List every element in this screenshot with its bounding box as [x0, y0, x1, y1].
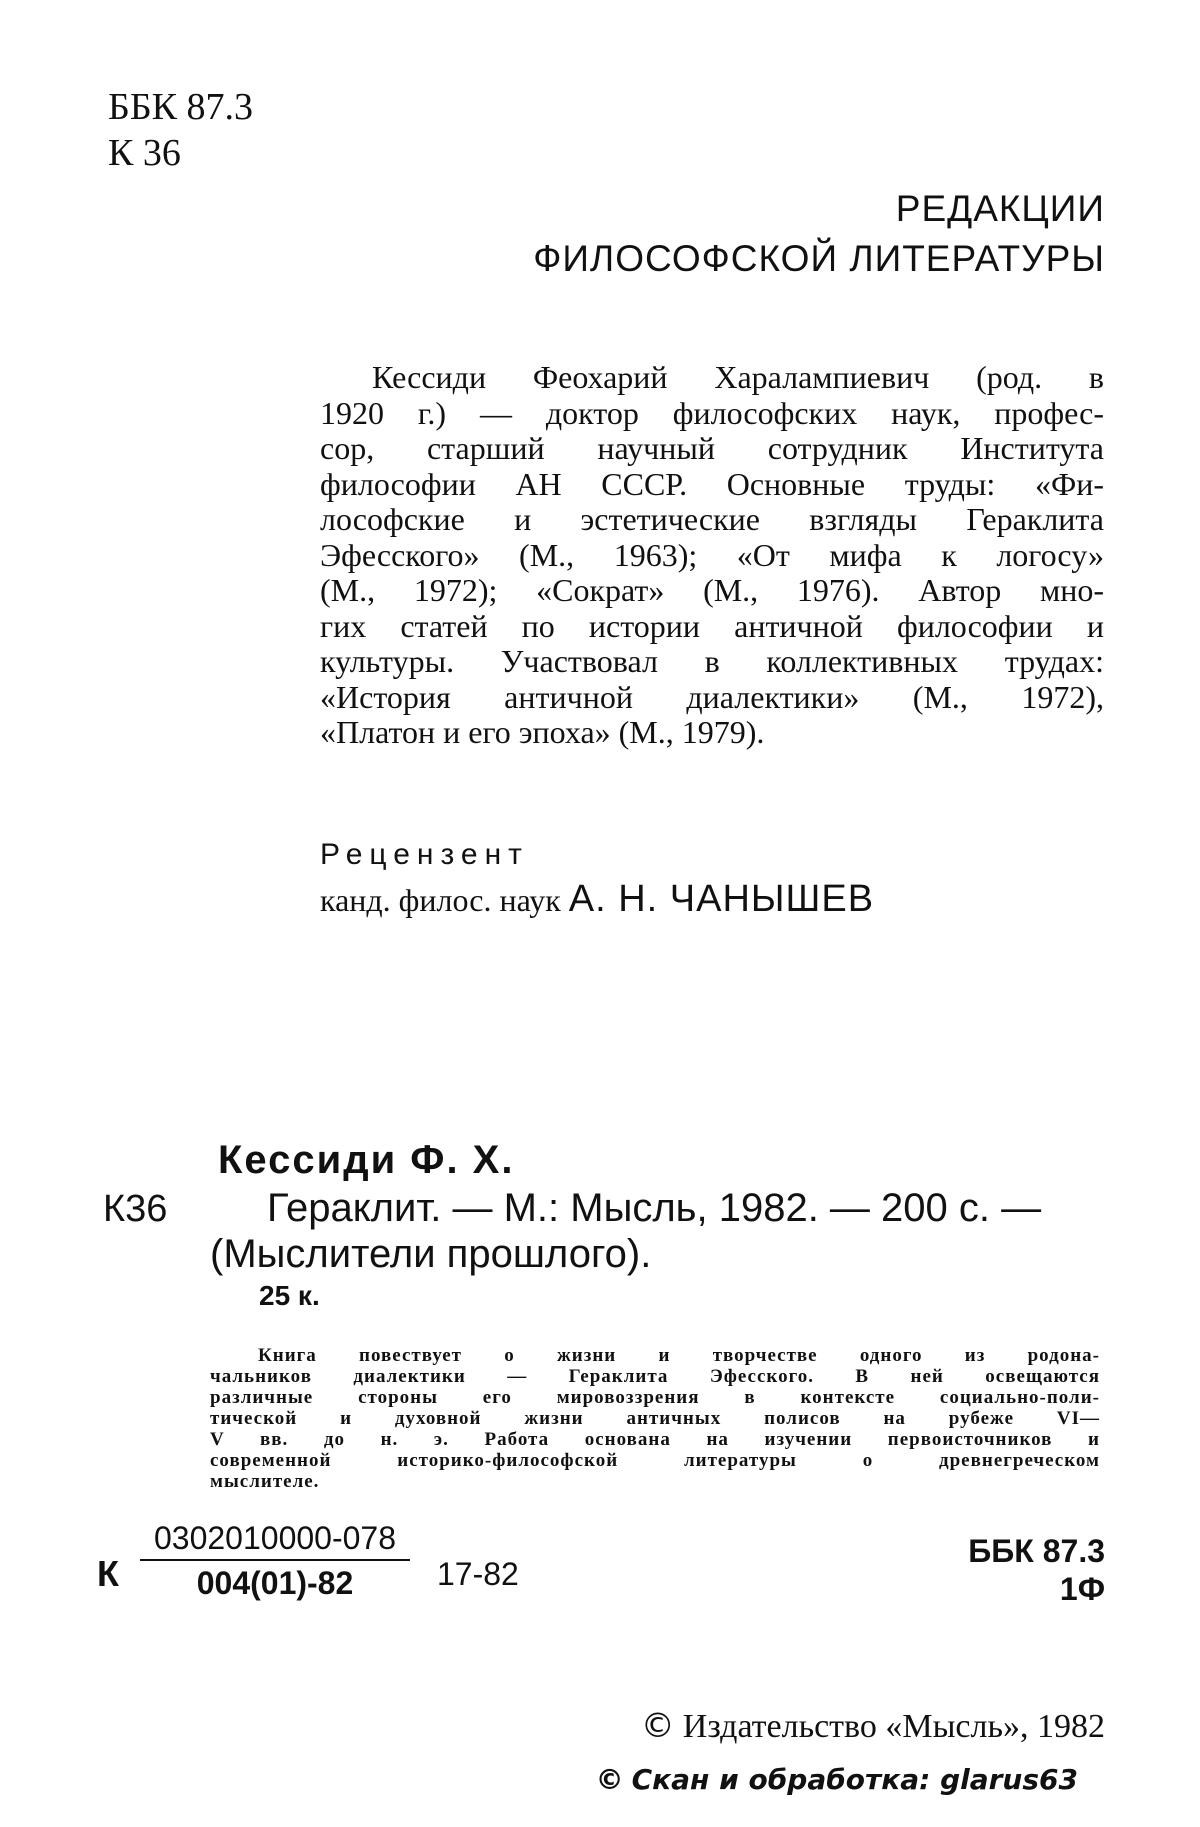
author-index: К 36	[108, 132, 181, 174]
annotation-line: современной историко-философской литературы о древнегреческом	[210, 1450, 1100, 1471]
annotation-line: V вв. до н. э. Работа основана на изучении первоисточников и	[210, 1429, 1100, 1450]
bio-line: философии АН СССР. Основные труды: «Фи-	[320, 465, 1104, 502]
catalog-author: Кессиди Ф. Х.	[218, 1138, 515, 1182]
bbk-header	[108, 84, 253, 176]
bio-line: культуры. Участвовал в коллективных трудах:	[320, 643, 1104, 679]
publisher-edition	[533, 184, 1105, 284]
annotation-line: тической и духовной жизни античных полисов на рубеже VI—	[210, 1408, 1100, 1429]
reviewer-name: А. Н. ЧАНЫШЕВ	[568, 878, 875, 920]
reviewer-degree: канд. филос. наук	[320, 882, 561, 918]
copyright-scan	[596, 1763, 1078, 1796]
bio-line: (М., 1972); «Сократ» (М., 1976). Автор мно-	[320, 572, 1104, 608]
bio-line: «История античной диалектики» (М., 1972),	[320, 678, 1104, 715]
bbk-footer-code: ББК 87.3	[968, 1533, 1105, 1569]
annotation-line: чальников диалектики — Гераклита Эфесского. В ней освещаются	[210, 1366, 1100, 1387]
catalog-series: (Мыслители прошлого).	[210, 1232, 652, 1276]
bbk-footer-sub: 1Ф	[1059, 1571, 1105, 1607]
copyright-publisher	[641, 1706, 1105, 1746]
code-denominator: 004(01)-82	[196, 1565, 354, 1601]
copyright-scan-text: Скан и обработка: glarus63	[631, 1763, 1078, 1796]
publication-code-fraction	[140, 1520, 410, 1602]
reviewer-label: Рецензент	[320, 838, 529, 871]
code-letter: К	[97, 1553, 119, 1594]
catalog-title: Гераклит. — М.: Мысль, 1982. — 200 с. —	[267, 1186, 1042, 1230]
bio-line: «Платон и его эпоха» (М., 1979).	[320, 714, 765, 750]
bbk-footer	[968, 1532, 1105, 1608]
annotation	[210, 1345, 1100, 1492]
reviewer	[320, 878, 874, 921]
bio-line: гих статей по истории античной философии и	[320, 607, 1104, 644]
bio-line: сор, старший научный сотрудник Института	[320, 430, 1104, 466]
copyright-icon: ©	[595, 1763, 624, 1796]
annotation-line: различные стороны его мировоззрения в контексте социально-поли-	[210, 1387, 1100, 1408]
bio-line: лософские и эстетические взгляды Гераклита	[320, 501, 1104, 537]
code-numerator: 0302010000-078	[140, 1520, 410, 1561]
bbk-code: ББК 87.3	[108, 86, 253, 128]
bio-line: 1920 г.) — доктор философских наук, профес-	[320, 394, 1104, 431]
annotation-line: Книга повествует о жизни и творчестве одного из родона-	[258, 1345, 1100, 1366]
catalog-index: К36	[103, 1188, 168, 1230]
author-bio	[320, 360, 1104, 751]
catalog-price: 25 к.	[259, 1280, 320, 1311]
order-number: 17-82	[437, 1556, 519, 1592]
publisher-line-1: РЕДАКЦИИ	[895, 188, 1105, 229]
publisher-line-2: ФИЛОСОФСКОЙ ЛИТЕРАТУРЫ	[533, 238, 1105, 279]
annotation-line: мыслителе.	[210, 1471, 320, 1492]
copyright-publisher-text: Издательство «Мысль», 1982	[682, 1708, 1105, 1745]
bio-line: Кессиди Феохарий Харалампиевич (род. в	[372, 359, 1104, 395]
bio-line: Эфесского» (М., 1963); «От мифа к логосу»	[320, 536, 1104, 573]
copyright-icon: ©	[640, 1706, 675, 1746]
